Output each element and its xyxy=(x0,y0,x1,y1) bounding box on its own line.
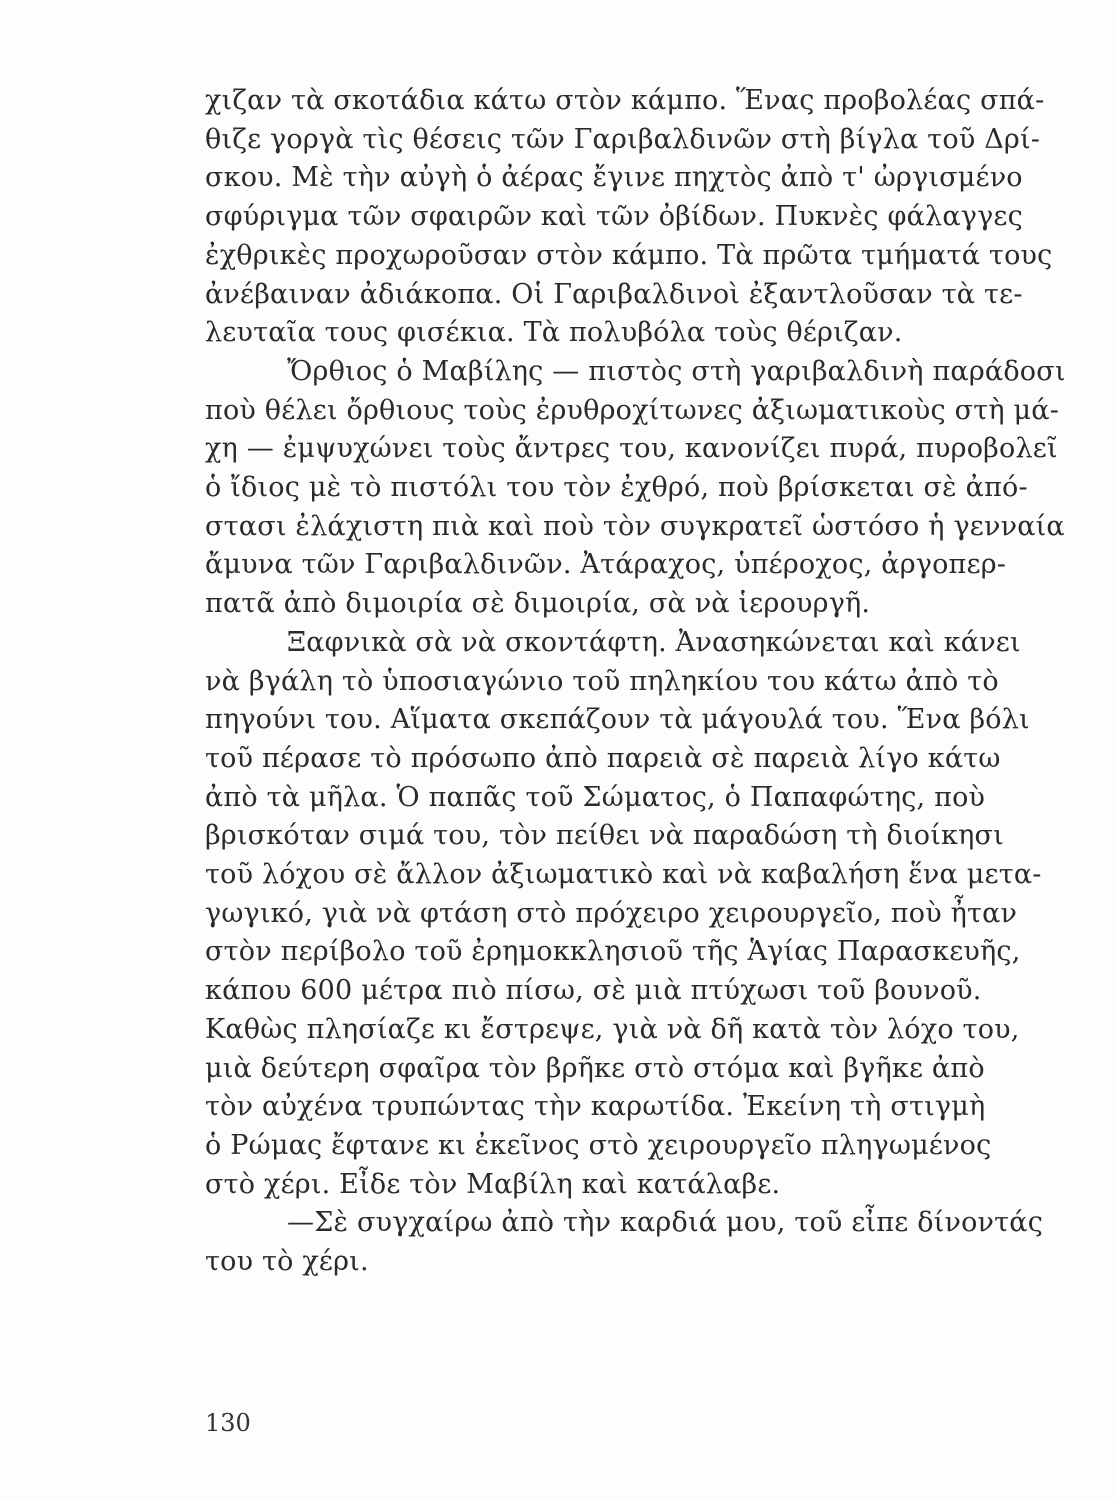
text-line: ποὺ θέλει ὄρθιους τοὺς ἐρυθροχίτωνες ἀξιωματικοὺς στὴ μά- xyxy=(205,394,1060,426)
text-line: λευταῖα τους φισέκια. Τὰ πολυβόλα τοὺς θέριζαν. xyxy=(205,317,903,349)
text-line: ἄμυνα τῶν Γαριβαλδινῶν. Ἀτάραχος, ὑπέροχος, ἀργοπερ- xyxy=(205,549,1007,581)
text-line: τοῦ πέρασε τὸ πρόσωπο ἀπὸ παρειὰ σὲ παρειὰ λίγο κάτω xyxy=(205,742,1001,774)
text-line: πατᾶ ἀπὸ διμοιρία σὲ διμοιρία, σὰ νὰ ἱερουργῆ. xyxy=(205,588,871,620)
text-line: ὁ ἴδιος μὲ τὸ πιστόλι του τὸν ἐχθρό, ποὺ βρίσκεται σὲ ἀπό- xyxy=(205,472,1028,504)
text-line: τὸν αὐχένα τρυπώντας τὴν καρωτίδα. Ἐκείνη τὴ στιγμὴ xyxy=(205,1091,986,1123)
text-line: χιζαν τὰ σκοτάδια κάτω στὸν κάμπο. Ἕνας προβολέας σπά- xyxy=(205,85,1045,116)
text-line: ὁ Ρώμας ἔφτανε κι ἐκεῖνος στὸ χειρουργεῖο πληγωμένος xyxy=(205,1129,992,1161)
text-line: χη — ἐμψυχώνει τοὺς ἄντρες του, κανονίζει πυρά, πυροβολεῖ xyxy=(205,433,1058,465)
text-line: σφύριγμα τῶν σφαιρῶν καὶ τῶν ὀβίδων. Πυκνὲς φάλαγγες xyxy=(205,201,1023,233)
text-line: θιζε γοργὰ τὶς θέσεις τῶν Γαριβαλδινῶν στὴ βίγλα τοῦ Δρί- xyxy=(205,123,1041,155)
text-line: ἀνέβαιναν ἀδιάκοπα. Οἱ Γαριβαλδινοὶ ἐξαντλοῦσαν τὰ τε- xyxy=(205,278,1023,310)
text-line: του τὸ χέρι. xyxy=(205,1246,369,1278)
page-number: 130 xyxy=(205,1409,251,1437)
text-line: Ξαφνικὰ σὰ νὰ σκοντάφτη. Ἀνασηκώνεται καὶ κάνει xyxy=(287,626,1021,658)
text-line: Ὄρθιος ὁ Μαβίλης — πιστὸς στὴ γαριβαλδινὴ παράδοσι xyxy=(287,355,1066,387)
text-line: σκου. Μὲ τὴν αὐγὴ ὁ ἀέρας ἔγινε πηχτὸς ἀπὸ τ' ὠργισμένο xyxy=(205,162,1023,194)
text-line: πηγούνι του. Αἵματα σκεπάζουν τὰ μάγουλά του. Ἕνα βόλι xyxy=(205,704,1030,736)
text-line: στὸ χέρι. Εἶδε τὸν Μαβίλη καὶ κατάλαβε. xyxy=(205,1168,781,1200)
text-line: κάπου 600 μέτρα πιὸ πίσω, σὲ μιὰ πτύχωσι τοῦ βουνοῦ. xyxy=(205,975,982,1007)
text-line: γωγικό, γιὰ νὰ φτάση στὸ πρόχειρο χειρουργεῖο, ποὺ ἦταν xyxy=(205,897,1018,929)
text-line: τοῦ λόχου σὲ ἄλλον ἀξιωματικὸ καὶ νὰ καβαλήση ἕνα μετα- xyxy=(205,859,1042,891)
text-line: —Σὲ συγχαίρω ἀπὸ τὴν καρδιά μου, τοῦ εἶπε δίνοντάς xyxy=(287,1207,1044,1239)
text-line: νὰ βγάλη τὸ ὑποσιαγώνιο τοῦ πηληκίου του κάτω ἀπὸ τὸ xyxy=(205,665,999,697)
body-text xyxy=(205,82,1090,1282)
text-line: ἀπὸ τὰ μῆλα. Ὁ παπᾶς τοῦ Σώματος, ὁ Παπαφώτης, ποὺ xyxy=(205,781,986,813)
text-line: στὸν περίβολο τοῦ ἐρημοκκλησιοῦ τῆς Ἁγίας Παρασκευῆς, xyxy=(205,936,1021,968)
text-line: Καθὼς πλησίαζε κι ἔστρεψε, γιὰ νὰ δῆ κατὰ τὸν λόχο του, xyxy=(205,1013,1020,1045)
text-line: στασι ἐλάχιστη πιὰ καὶ ποὺ τὸν συγκρατεῖ ὡστόσο ἡ γενναία xyxy=(205,510,1065,542)
text-line: μιὰ δεύτερη σφαῖρα τὸν βρῆκε στὸ στόμα καὶ βγῆκε ἀπὸ xyxy=(205,1052,985,1084)
text-line: ἐχθρικὲς προχωροῦσαν στὸν κάμπο. Τὰ πρῶτα τμήματά τους xyxy=(205,239,1053,271)
text-line: βρισκόταν σιμά του, τὸν πείθει νὰ παραδώση τὴ διοίκησι xyxy=(205,820,1004,852)
